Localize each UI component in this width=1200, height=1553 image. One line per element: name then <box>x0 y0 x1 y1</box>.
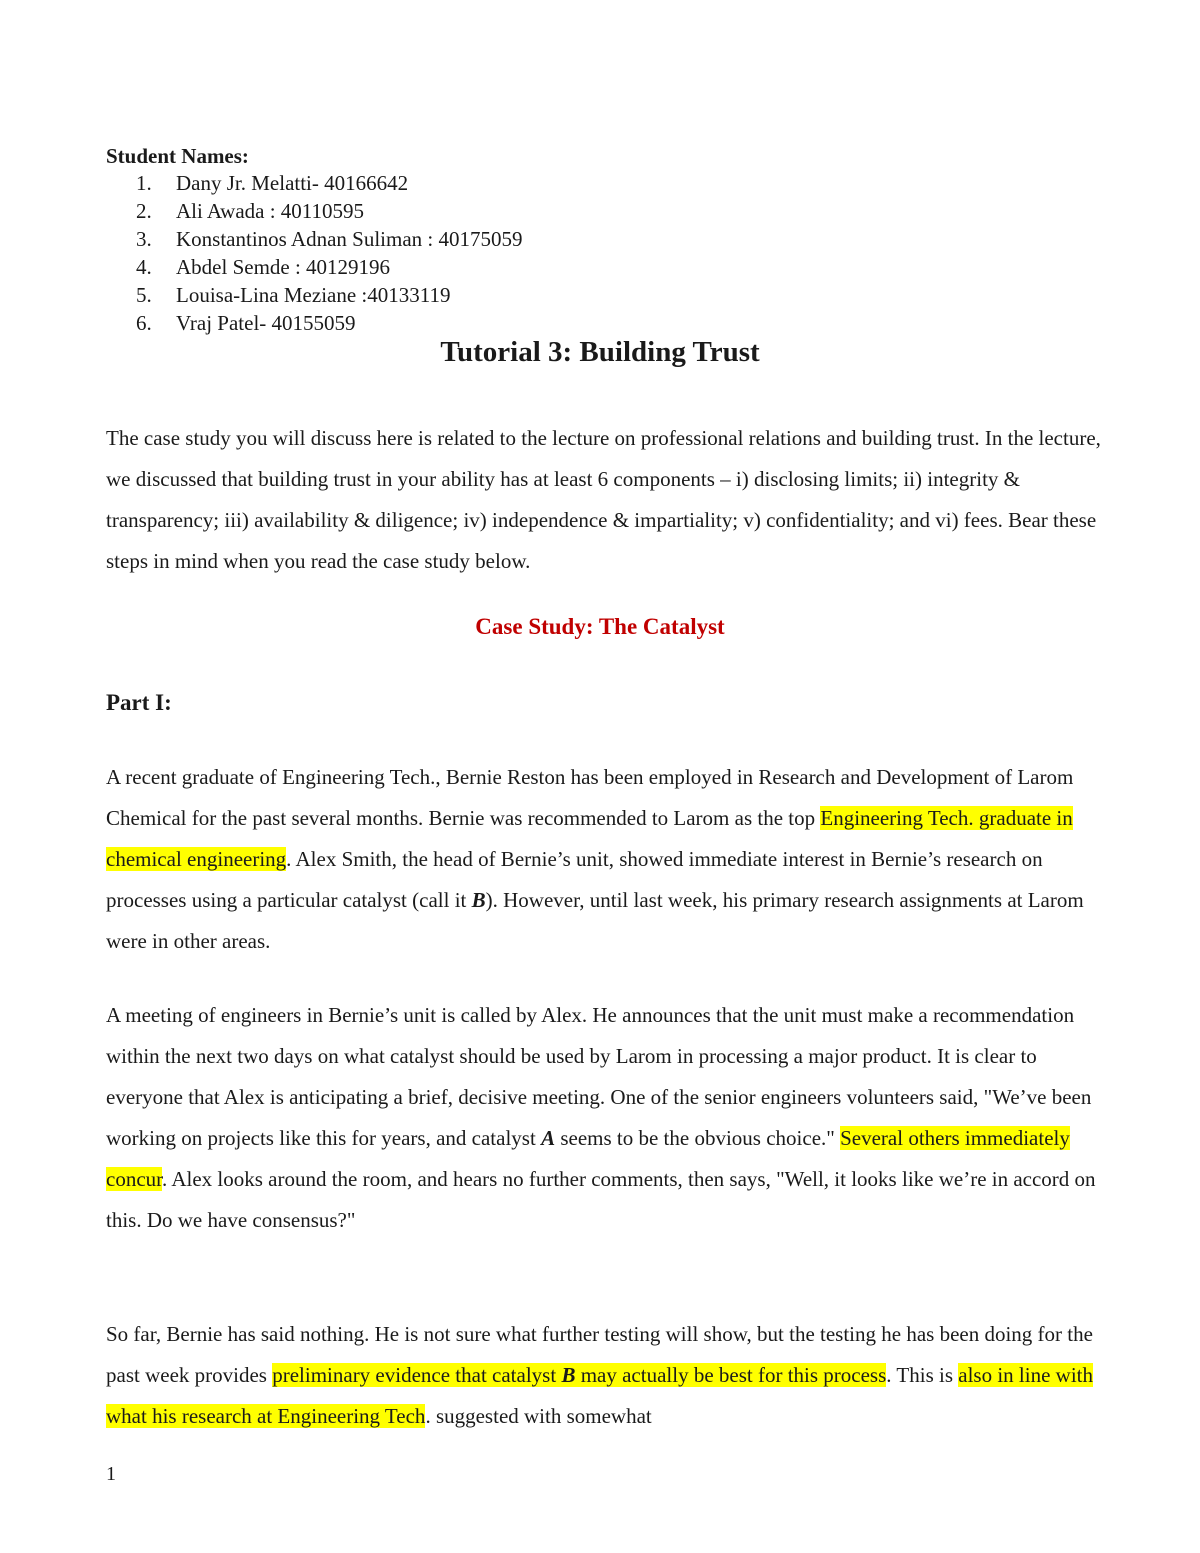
list-item: 6. Vraj Patel- 40155059 <box>136 311 356 335</box>
student-names-list <box>106 169 523 337</box>
student-names-label: Student Names: <box>106 144 249 168</box>
highlighted-text: Several others immediately concur <box>106 1126 1070 1191</box>
highlighted-text: Engineering Tech. graduate in chemical engineering <box>106 806 1073 871</box>
intro-paragraph: The case study you will discuss here is related to the lecture on professional relations and building trust. In the lecture, we discussed that building trust in your ability has at least 6 components – i) disclosing limits; ii) integrity & transparency; iii) availability & diligence; iv) independence & impartiality; v) confidentiality; and vi) fees. Bear these steps in mind when you read the case study below. <box>106 426 1101 573</box>
list-item: 2. Ali Awada : 40110595 <box>136 199 365 223</box>
list-item: 5. Louisa-Lina Meziane :40133119 <box>136 283 451 307</box>
list-item: 1. Dany Jr. Melatti- 40166642 <box>136 171 409 195</box>
list-item: 3. Konstantinos Adnan Suliman : 40175059 <box>136 227 523 251</box>
part-heading: Part I: <box>106 690 172 715</box>
body-paragraph-3: So far, Bernie has said nothing. He is not sure what further testing will show, but the testing he has been doing for the past week provides preliminary evidence that catalyst B may actually be best for this process. This is also in line with what his research at Engineering Tech. suggested with somewhat <box>106 1322 1093 1428</box>
page-number: 1 <box>106 1463 116 1485</box>
body-paragraph-2: A meeting of engineers in Bernie’s unit is called by Alex. He announces that the unit must make a recommendation within the next two days on what catalyst should be used by Larom in processing a major product. It is clear to everyone that Alex is anticipating a brief, decisive meeting. One of the senior engineers volunteers said, "We’ve been working on projects like this for years, and catalyst A seems to be the obvious choice." Several others immediately concur. Alex looks around the room, and hears no further comments, then says, "Well, it looks like we’re in accord on this. Do we have consensus?" <box>106 1003 1096 1232</box>
body-paragraph-1: A recent graduate of Engineering Tech., Bernie Reston has been employed in Research and Development of Larom Chemical for the past several months. Bernie was recommended to Larom as the top Engineering Tech. graduate in chemical engineering. Alex Smith, the head of Bernie’s unit, showed immediate interest in Bernie’s research on processes using a particular catalyst (call it B). However, until last week, his primary research assignments at Larom were in other areas. <box>106 765 1084 953</box>
list-item: 4. Abdel Semde : 40129196 <box>136 255 391 279</box>
page-title: Tutorial 3: Building Trust <box>440 336 760 368</box>
highlighted-text: also in line with what his research at Engineering Tech <box>106 1363 1093 1428</box>
highlighted-text: preliminary evidence that catalyst B may actually be best for this process <box>272 1363 887 1387</box>
student-names-section <box>106 143 523 337</box>
case-study-title: Case Study: The Catalyst <box>475 614 725 639</box>
